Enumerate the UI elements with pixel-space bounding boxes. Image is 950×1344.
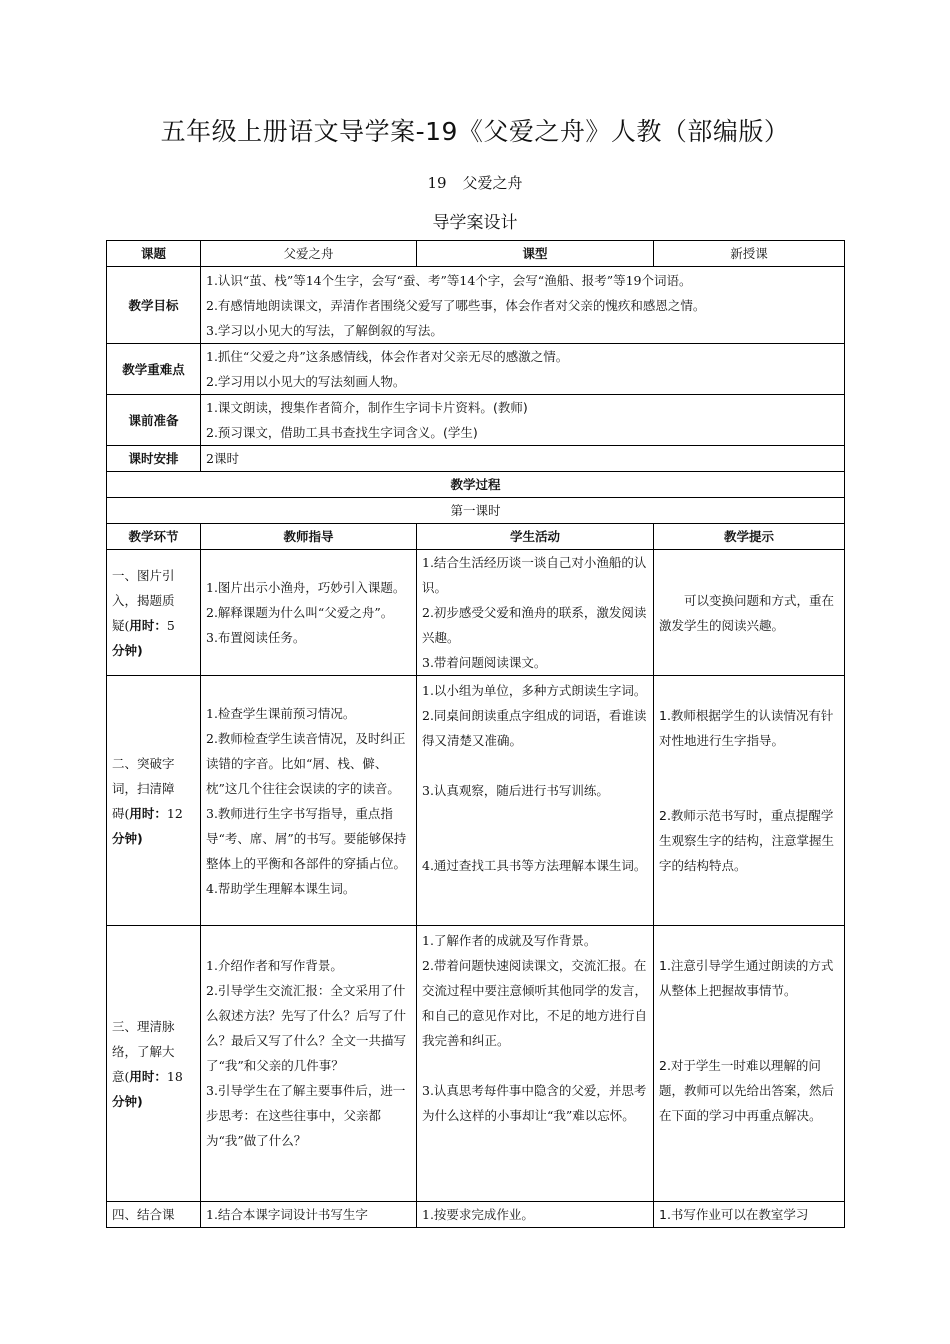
lesson-plan-table — [106, 240, 845, 1228]
teacher-item: 1.图片出示小渔舟，巧妙引入课题。 — [206, 580, 406, 595]
session-label: 第一课时 — [107, 498, 845, 524]
student-item: 1.以小组为单位，多种方式朗读生字词。 — [422, 683, 647, 698]
document-title: 五年级上册语文导学案-19《父爱之舟》人教（部编版） — [160, 117, 790, 146]
keypoints-label: 教学重难点 — [107, 344, 201, 395]
hint-item: 2.对于学生一时难以理解的问题，教师可以先给出答案，然后在下面的学习中再重点解决。 — [659, 1058, 835, 1123]
prep-item: 2.预习课文，借助工具书查找生字词含义。(学生) — [206, 425, 478, 440]
teacher-item: 2.教师检查学生读音情况，及时纠正读错的字音。比如“屑、栈、僻、枕”这几个往往会误读的字的读音。 — [206, 730, 406, 796]
teaching-hint — [654, 676, 845, 926]
teacher-item: 2.解释课题为什么叫“父爱之舟”。 — [206, 605, 394, 620]
teacher-guidance — [201, 1202, 417, 1228]
student-item: 2.同桌间朗读重点字组成的词语，看谁读得又清楚又准确。 — [422, 708, 647, 748]
teaching-hint — [654, 1202, 845, 1228]
design-title: 导学案设计 — [432, 213, 518, 233]
prep-content — [201, 395, 845, 446]
teacher-guidance — [201, 926, 417, 1202]
teacher-guidance — [201, 550, 417, 676]
type-value: 新授课 — [654, 241, 845, 267]
student-activity — [417, 676, 654, 926]
student-item: 3.认真思考每件事中隐含的父爱，并思考为什么这样的小事却让“我”难以忘怀。 — [422, 1083, 647, 1123]
process-title: 教学过程 — [107, 472, 845, 498]
student-item: 2.带着问题快速阅读课文，交流汇报。在交流过程中要注意倾听其他同学的发言，和自己的意见作对比，不足的地方进行自我完善和纠正。 — [422, 958, 648, 1048]
stage-row-4 — [107, 1202, 845, 1228]
goals-content — [201, 267, 845, 344]
teacher-item: 3.布置阅读任务。 — [206, 630, 306, 645]
hours-label: 课时安排 — [107, 446, 201, 472]
hint-item: 1.教师根据学生的认读情况有针对性地进行生字指导。 — [659, 708, 834, 748]
goals-label: 教学目标 — [107, 267, 201, 344]
student-item: 3.带着问题阅读课文。 — [422, 655, 547, 670]
prep-label: 课前准备 — [107, 395, 201, 446]
goals-row — [107, 267, 845, 344]
stage-name: 三、理清脉 络，了解大 意(用时：18 分钟) — [107, 926, 201, 1202]
header-teacher: 教师指导 — [201, 524, 417, 550]
topic-row — [107, 241, 845, 267]
prep-row — [107, 395, 845, 446]
hint-item: 2.教师示范书写时，重点提醒学生观察生字的结构，注意掌握生字的结构特点。 — [659, 808, 835, 873]
teacher-item: 1.检查学生课前预习情况。 — [206, 705, 356, 721]
stage-name: 一、图片引 入，揭题质 疑(用时：5 分钟) — [107, 550, 201, 676]
process-header-row — [107, 524, 845, 550]
lesson-number: 19 — [427, 174, 447, 192]
teaching-hint — [654, 550, 845, 676]
type-label: 课型 — [417, 241, 654, 267]
stage-row-1 — [107, 550, 845, 676]
header-student: 学生活动 — [417, 524, 654, 550]
process-title-row — [107, 472, 845, 498]
teacher-item: 1.结合本课字词设计书写生字 — [206, 1207, 368, 1222]
teaching-hint — [654, 926, 845, 1202]
student-activity — [417, 926, 654, 1202]
stage-row-3 — [107, 926, 845, 1202]
stage-name: 二、突破字 词，扫清障 碍(用时：12 分钟) — [107, 676, 201, 926]
teacher-item: 4.帮助学生理解本课生词。 — [206, 880, 356, 896]
teacher-item: 2.引导学生交流汇报：全文采用了什么叙述方法？先写了什么？后写了什么？最后又写了什么？全文一共描写了“我”和父亲的几件事？ — [206, 983, 407, 1073]
keypoint-item: 2.学习用以小见大的写法刻画人物。 — [206, 374, 406, 389]
teacher-item: 3.教师进行生字书写指导，重点指导“考、席、屑”的书写。要能够保持整体上的平衡和各部件的穿插占位。 — [206, 805, 407, 871]
prep-role: (学生) — [442, 425, 478, 440]
goal-item: 1.认识“茧、栈”等14个生字，会写“蚕、考”等14个字，会写“渔船、报考”等19个词语。 — [206, 272, 692, 288]
hours-row — [107, 446, 845, 472]
prep-item: 1.课文朗读，搜集作者简介，制作生字词卡片资料。(教师) — [206, 400, 528, 415]
student-activity — [417, 550, 654, 676]
topic-value: 父爱之舟 — [201, 241, 417, 267]
hint-item: 1.书写作业可以在教室学习 — [659, 1207, 809, 1222]
keypoints-row — [107, 344, 845, 395]
keypoint-item: 1.抓住“父爱之舟”这条感情线，体会作者对父亲无尽的感激之情。 — [206, 349, 569, 364]
student-item: 1.按要求完成作业。 — [422, 1207, 534, 1222]
student-item: 1.了解作者的成就及写作背景。 — [422, 933, 597, 948]
goal-item: 3.学习以小见大的写法，了解倒叙的写法。 — [206, 322, 443, 338]
goal-item: 2.有感情地朗读课文，弄清作者围绕父爱写了哪些事，体会作者对父亲的愧疚和感恩之情。 — [206, 297, 706, 313]
student-item: 1.结合生活经历谈一谈自己对小渔船的认识。 — [422, 555, 647, 595]
session-row — [107, 498, 845, 524]
teacher-guidance — [201, 676, 417, 926]
hint-item: 1.注意引导学生通过朗读的方式从整体上把握故事情节。 — [659, 958, 834, 998]
student-item: 2.初步感受父爱和渔舟的联系，激发阅读兴趣。 — [422, 605, 647, 645]
teacher-item: 3.引导学生在了解主要事件后，进一步思考：在这些往事中，父亲都为“我”做了什么？ — [206, 1083, 406, 1148]
hint-item: 可以变换问题和方式，重在激发学生的阅读兴趣。 — [659, 592, 835, 633]
header-stage: 教学环节 — [107, 524, 201, 550]
student-item: 3.认真观察，随后进行书写训练。 — [422, 783, 609, 798]
stage-name: 四、结合课 — [107, 1202, 201, 1228]
lesson-name: 父爱之舟 — [462, 174, 523, 192]
header-hints: 教学提示 — [654, 524, 845, 550]
keypoints-content — [201, 344, 845, 395]
prep-role: (教师) — [492, 400, 528, 415]
student-item: 4.通过查找工具书等方法理解本课生词。 — [422, 858, 647, 873]
topic-label: 课题 — [107, 241, 201, 267]
hours-value: 2课时 — [201, 446, 845, 472]
stage-row-2 — [107, 676, 845, 926]
teacher-item: 1.介绍作者和写作背景。 — [206, 958, 343, 973]
lesson-heading — [0, 172, 950, 193]
student-activity — [417, 1202, 654, 1228]
